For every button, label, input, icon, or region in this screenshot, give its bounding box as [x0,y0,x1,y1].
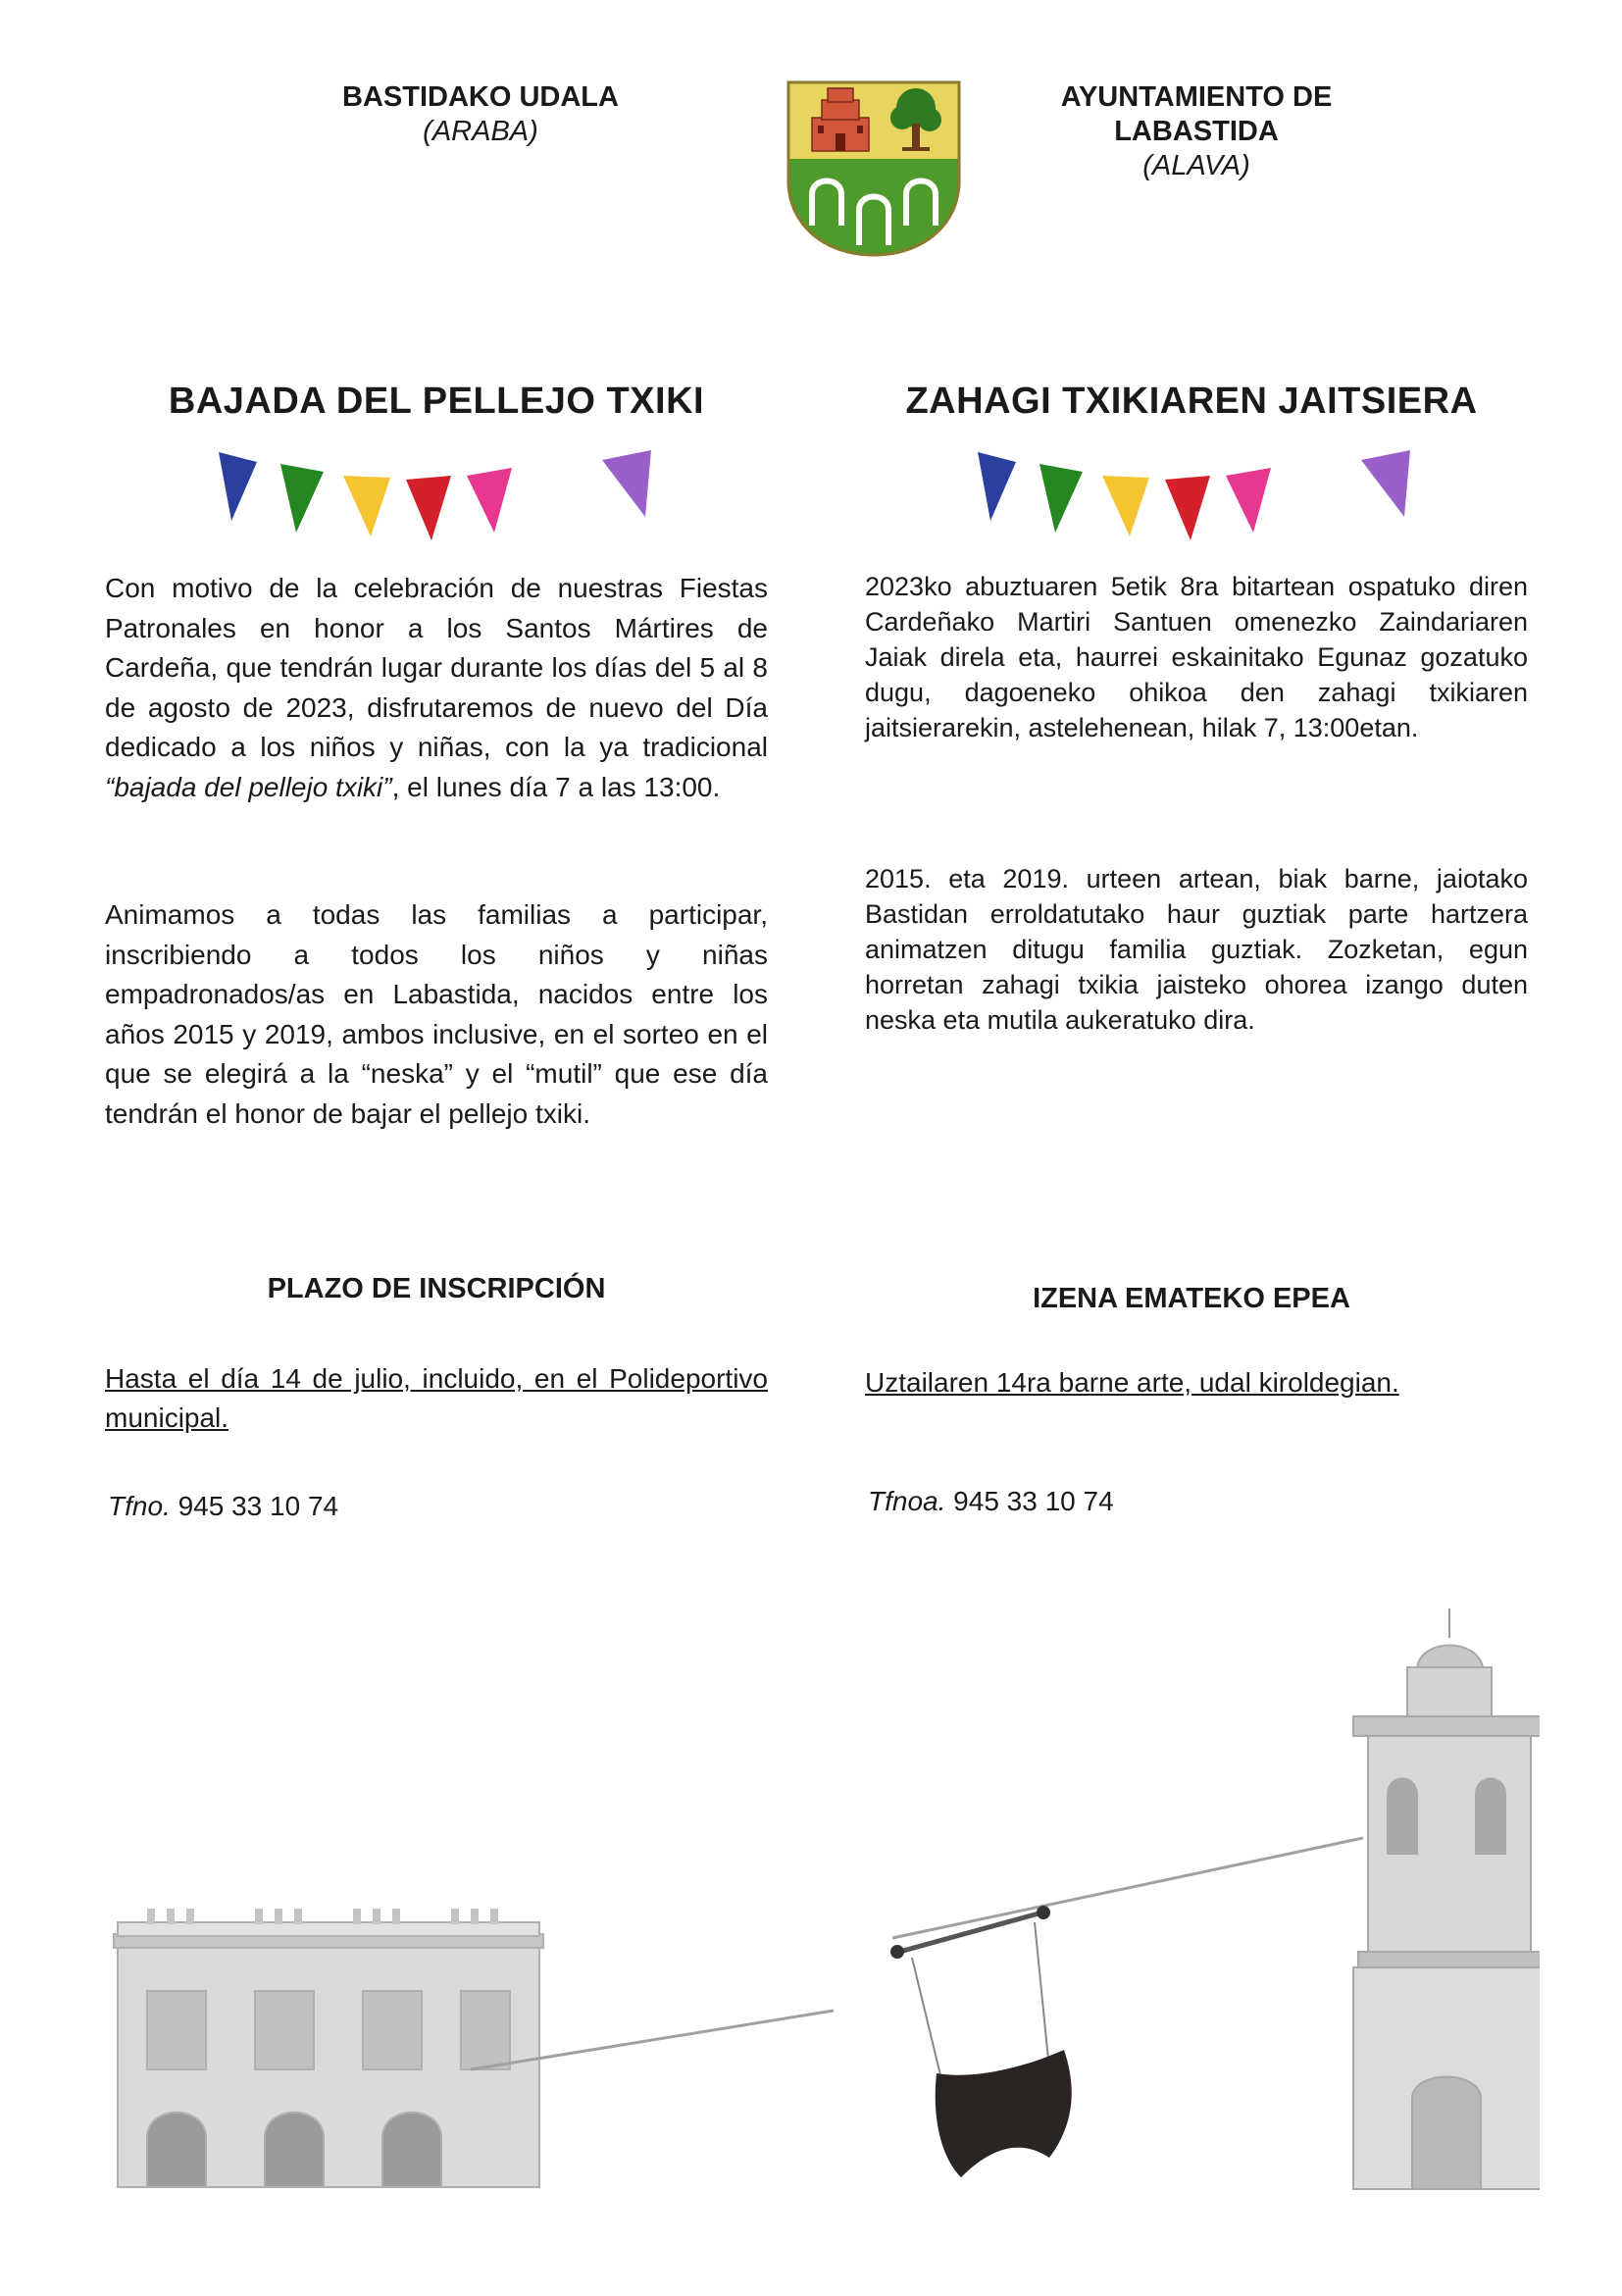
header-left [284,80,677,149]
header-right-province: (ALAVA) [1142,150,1250,181]
header-left-province: (ARABA) [423,116,538,147]
es-title: BAJADA DEL PELLEJO TXIKI [168,381,705,422]
town-hall-illustration [114,1909,543,2187]
header-right-name-line1: AYUNTAMIENTO DE [1060,81,1333,113]
pellejo-illustration [890,1906,1072,2177]
festival-illustration [108,1608,1540,2197]
es-paragraph-1 [105,569,768,807]
eu-paragraph-2: 2015. eta 2019. urteen artean, biak barne, jaiotako Bastidan erroldatutako haur guztiak parte hartzera animatzen ditugu familia guztiak. Zozketan, egun horretan zahagi txikia jaisteko ohorea izango duten neska eta mutila aukeratuko dira. [865,864,1528,1035]
coat-of-arms-icon [785,78,963,259]
eu-deadline-title: IZENA EMATEKO EPEA [1033,1283,1350,1314]
es-deadline-text: Hasta el día 14 de julio, incluido, en el Polideportivo municipal. [105,1363,768,1433]
church-tower-illustration [1353,1608,1540,2189]
eu-deadline-text: Uztailaren 14ra barne arte, udal kiroldegian. [865,1367,1399,1398]
eu-paragraph-1: 2023ko abuztuaren 5etik 8ra bitartean ospatuko diren Cardeñako Martiri Santuen omenezko Zaindariaren Jaiak direla eta, haurrei eskainitako Egunaz gozatuko dugu, dagoeneko ohikoa den zahagi txikiaren jaitsierarekin, astelehenean, hilak 7, 13:00etan. [865,572,1528,742]
es-phone-number: 945 33 10 74 [177,1491,339,1521]
eu-title: ZAHAGI TXIKIAREN JAITSIERA [905,381,1478,422]
es-deadline-title: PLAZO DE INSCRIPCIÓN [267,1273,606,1304]
es-paragraph-1-text-b: , el lunes día 7 a las 13:00. [391,771,721,802]
bunting-icon [973,446,1424,544]
es-phone [108,1491,338,1522]
eu-phone-number: 945 33 10 74 [953,1486,1114,1516]
eu-phone [868,1486,1114,1517]
eu-phone-label: Tfnoa. [868,1486,946,1516]
es-paragraph-1-emphasis: “bajada del pellejo txiki” [105,771,392,802]
es-paragraph-1-text-a: Con motivo de la celebración de nuestras Fiestas Patronales en honor a los Santos Mártires de Cardeña, que tendrán lugar durante los días del 5 al 8 de agosto de 2023, disfrutaremos de nuevo del Día dedicado a los niños y niñas, con la ya tradicional [105,573,768,762]
es-paragraph-2: Animamos a todas las familias a participar, inscribiendo a todos los niños y niñas empadronados/as en Labastida, nacidos entre los años 2015 y 2019, ambos inclusive, en el sorteo en el que se elegirá a la “neska” y el “mutil” que ese día tendrán el honor de bajar el pellejo txiki. [105,899,768,1129]
header-right [1000,80,1393,183]
es-phone-label: Tfno. [108,1491,171,1521]
header-right-name-line2: LABASTIDA [1114,116,1279,147]
header-left-name: BASTIDAKO UDALA [342,81,619,113]
bunting-icon [214,446,665,544]
